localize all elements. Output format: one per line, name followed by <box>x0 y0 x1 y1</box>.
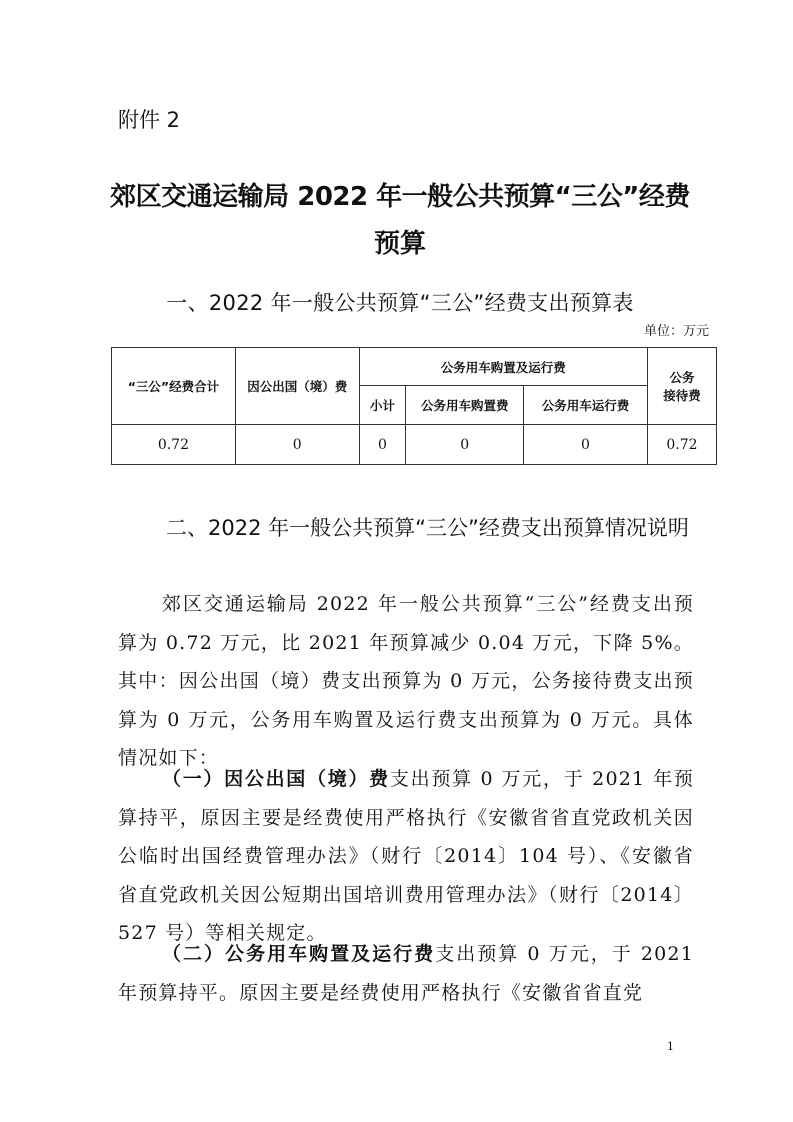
header-reception <box>647 348 716 425</box>
page-number: 1 <box>667 1040 674 1053</box>
section1-heading: 一、2022 年一般公共预算“三公”经费支出预算表 <box>166 291 634 315</box>
value-vehicle-operation: 0 <box>524 425 648 465</box>
header-vehicle-operation: 公务用车运行费 <box>524 386 648 425</box>
document-title-continued: 预算 <box>373 229 426 259</box>
paragraph-overseas-text: 支出预算 0 万元，于 2021 年预算持平，原因主要是经费使用严格执行《安徽省省直党政机关因公临时出国经费管理办法》（财行〔2014〕104 号）、《安徽省省直党政机关因公短期出国培训费用管理办法》（财行〔2014〕527 号）等相关规定。 <box>118 768 695 944</box>
paragraph-summary: 郊区交通运输局 2022 年一般公共预算“三公”经费支出预算为 0.72 万元，比 2021 年预算减少 0.04 万元，下降 5%。其中：因公出国（境）费支出预算为 0 万元，公务接待费支出预算为 0 万元，公务用车购置及运行费支出预算为 0 万元。具体情况如下： <box>118 593 694 769</box>
paragraph-vehicle-lead: （二）公务用车购置及运行费 <box>162 943 436 965</box>
table-row <box>112 425 717 465</box>
header-vehicle-group: 公务用车购置及运行费 <box>359 348 647 386</box>
header-vehicle-purchase: 公务用车购置费 <box>406 386 524 425</box>
document-title: 郊区交通运输局 2022 年一般公共预算“三公”经费 <box>110 182 690 212</box>
value-subtotal: 0 <box>359 425 406 465</box>
value-vehicle-purchase: 0 <box>406 425 524 465</box>
attachment-label: 附件 2 <box>118 108 181 132</box>
unit-label: 单位：万元 <box>643 324 709 339</box>
header-overseas: 因公出国（境）费 <box>235 348 359 425</box>
header-total: “三公”经费合计 <box>112 348 236 425</box>
value-overseas: 0 <box>235 425 359 465</box>
section2-heading: 二、2022 年一般公共预算“三公”经费支出预算情况说明 <box>166 516 689 540</box>
paragraph-vehicle-text: 支出预算 0 万元，于 2021 年预算持平。原因主要是经费使用严格执行《安徽省省直党 <box>118 943 694 1004</box>
header-reception-line1: 公务 <box>669 370 695 385</box>
value-reception: 0.72 <box>647 425 716 465</box>
paragraph-overseas <box>118 760 694 953</box>
value-total: 0.72 <box>112 425 236 465</box>
header-subtotal: 小计 <box>359 386 406 425</box>
budget-table <box>111 347 717 465</box>
paragraph-vehicle <box>118 935 694 1012</box>
table-header-row <box>112 348 717 386</box>
paragraph-overseas-lead: （一）因公出国（境）费 <box>162 768 390 790</box>
header-reception-line2: 接待费 <box>663 388 701 403</box>
